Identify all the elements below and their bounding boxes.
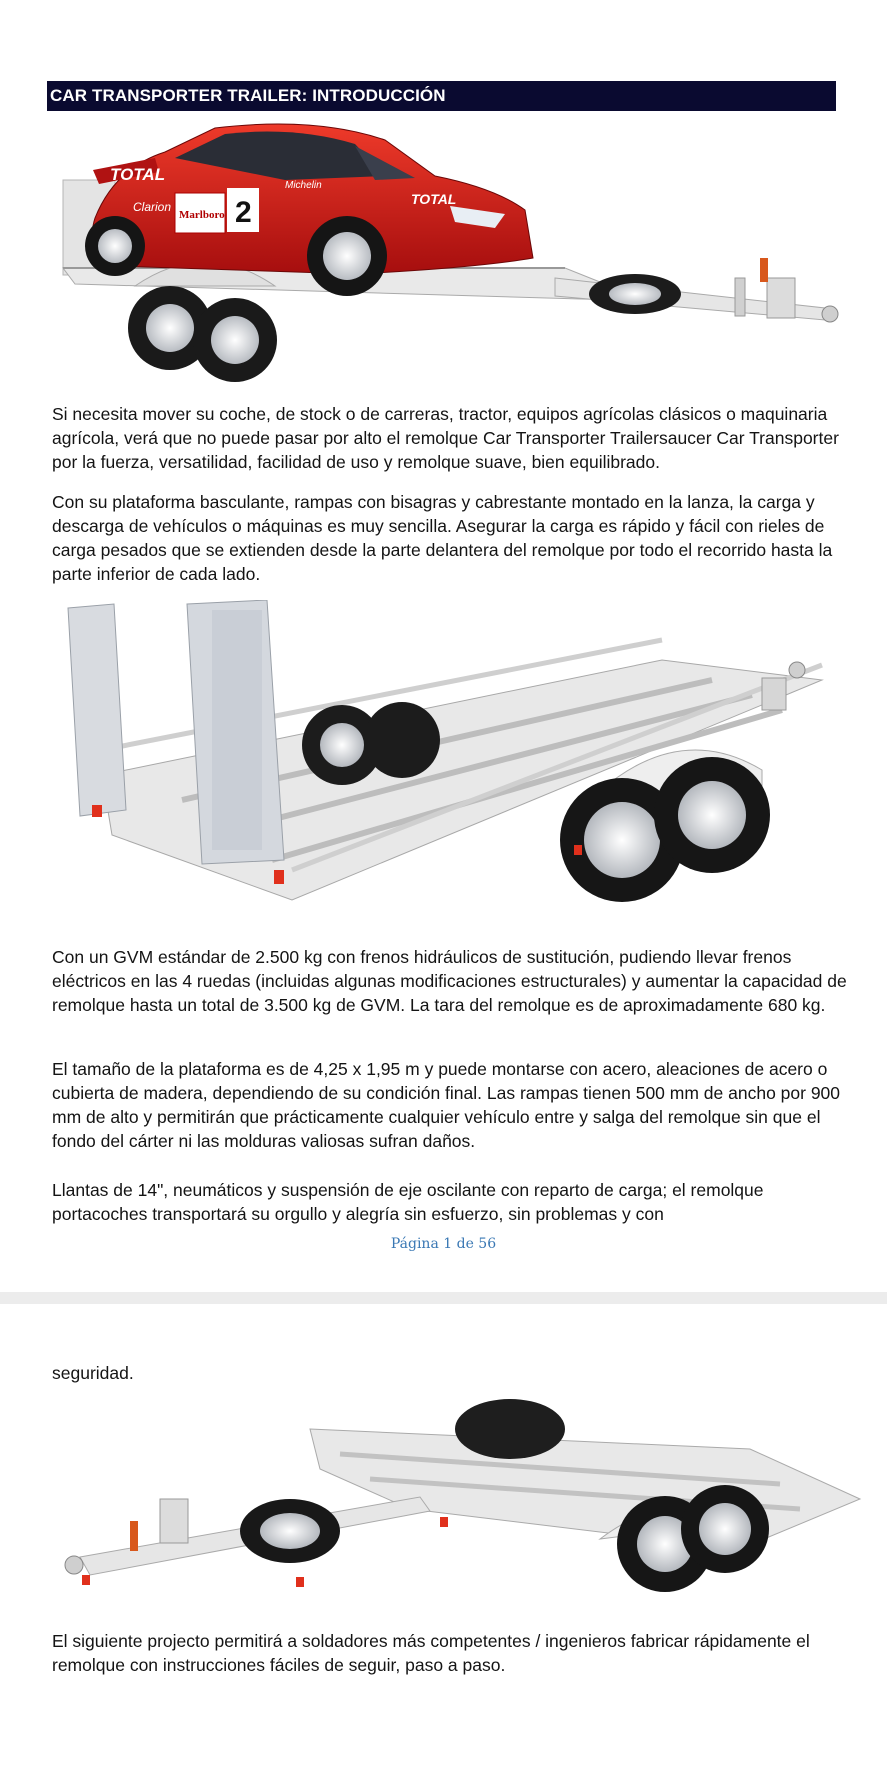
continuation-paragraph: seguridad. [52, 1363, 134, 1383]
specs-paragraph-3: Llantas de 14", neumáticos y suspensión de eje oscilante con reparto de carga; el remolque portacoches transportará su orgullo y alegría sin esfuerzo, sin problemas y con [52, 1180, 764, 1224]
car-on-trailer-image [55, 118, 850, 383]
intro-paragraph-1: Si necesita mover su coche, de stock o de carreras, tractor, equipos agrícolas clásicos o maquinaria agrícola, verá que no puede pasar por alto el remolque Car Transporter Trailersaucer Car Transporter por la fuerza, versatilidad, facilidad de uso y remolque suave, bien equilibrado. [52, 404, 839, 472]
specs-paragraph-2: El tamaño de la plataforma es de 4,25 x 1,95 m y puede montarse con acero, aleaciones de acero o cubierta de madera, dependiendo de su condición final. Las rampas tienen 500 mm de ancho por 900 mm de alto y permitirán que prácticamente cualquier vehículo entre y salga del remolque sin que el fondo del cárter ni las molduras valiosas sufran daños. [52, 1059, 841, 1151]
section-heading: CAR TRANSPORTER TRAILER: INTRODUCCIÓN [47, 81, 836, 111]
sponsor-clarion-text: Clarion [133, 200, 172, 214]
intro-paragraph-2: Con su plataforma basculante, rampas con bisagras y cabrestante montado en la lanza, la carga y descarga de vehículos o máquinas es muy sencilla. Asegurar la carga es rápido y fácil con rieles de carga pesados que se extienden desde la parte delantera del remolque por todo el recorrido hasta la parte inferior de cada lado. [52, 492, 833, 584]
page-footer: Página 1 de 56 [390, 1236, 497, 1252]
trailer-ramps-up-image [62, 600, 832, 920]
specs-paragraph-1: Con un GVM estándar de 2.500 kg con frenos hidráulicos de sustitución, pudiendo llevar frenos eléctricos en las 4 ruedas (incluidas algunas modificaciones estructurales) y aumentar la capacidad de remolque hasta un total de 3.500 kg de GVM. La tara del remolque es de aproximadamente 680 kg. [52, 947, 847, 1015]
page-separator [0, 1292, 887, 1304]
sponsor-marlboro-text: Marlboro [179, 209, 225, 221]
sponsor-michelin-text: Michelin [285, 180, 322, 191]
document-page-2 [0, 1304, 887, 1774]
car-number-text: 2 [235, 196, 252, 229]
sponsor-total-text: TOTAL [110, 165, 166, 184]
closing-paragraph: El siguiente projecto permitirá a soldadores más competentes / ingenieros fabricar rápidamente el remolque con instrucciones fáciles de seguir, paso a paso. [52, 1631, 810, 1675]
trailer-front-view-image [60, 1389, 870, 1619]
sponsor-total-front-text: TOTAL [411, 191, 457, 207]
